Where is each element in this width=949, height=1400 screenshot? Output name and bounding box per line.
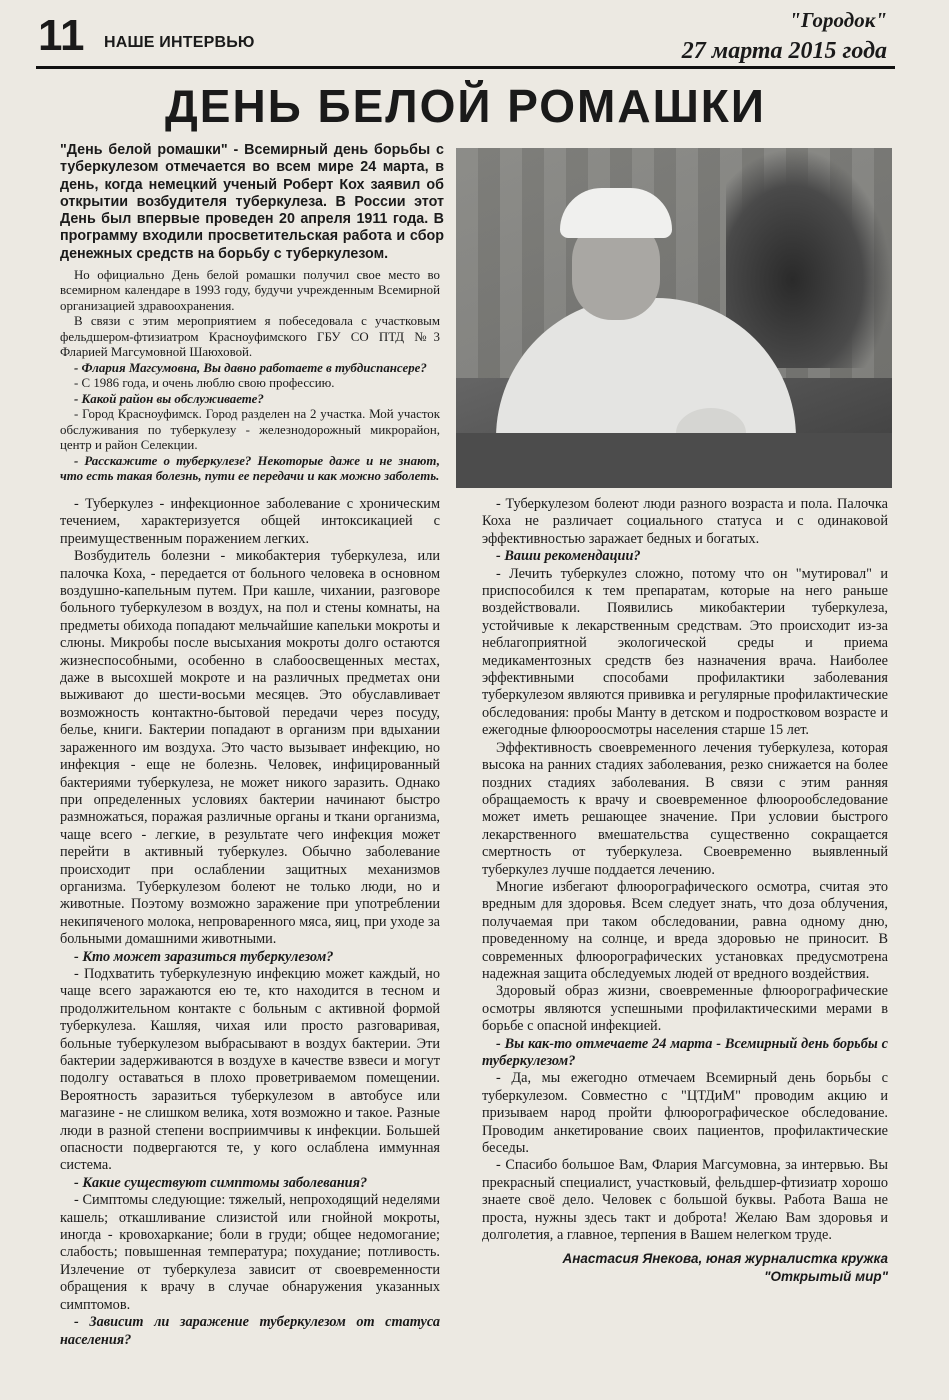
newspaper-name: "Городок" — [789, 8, 887, 32]
article-paragraph: Но официально День белой ромашки получил свое место во всемирном календаре в 1993 году, будучи учрежденным Всемирной организацией здравоохранения. — [60, 268, 440, 313]
issue-date: 27 марта 2015 года — [681, 38, 887, 64]
interview-question: - Расскажите о туберкулезе? Некоторые даже и не знают, что есть такая болезнь, пути ее передачи и как можно заболеть. — [60, 453, 440, 484]
interview-question: - Зависит ли заражение туберкулезом от статуса населения? — [60, 1314, 440, 1348]
right-column — [482, 496, 888, 1285]
article-paragraph: Возбудитель болезни - микобактерия туберкулеза, или палочка Коха, - передается от больного человека в основном воздушно-капельным путем. При кашле, чихании, разговоре больного туберкулезом в воздух, на пол и стены комнаты, на предметы обихода попадают мельчайшие капельки мокроты и слюны. Микробы после высыхания мокроты долго остаются жизнеспособными, особенно в слабоосвещенных местах, даже в высохшей мокроте и на различных предметах они выживают до шести-восьми месяцев. Это обуславливает возможность контактно-бытовой передачи через посуду, белье, книги. Бактерии попадают в организм при вдыхании зараженного им воздуха. Это часто вызывает инфекцию, но инфекция - еще не болезнь. Человек, инфицированный бактериями туберкулеза, не может никого заразить. Однако при определенных условиях бактерии начинают быстро размножаться, поражая различные органы и ткани организма, чаще всего - легкие, в результате чего инфекция может перейти в активный туберкулез. Обычно заболевание происходит при ослаблении защитных механизмов организма. Туберкулезом болеют не только люди, но и животные. Поэтому возможно заражение при употреблении некипяченого молока, непроваренного мяса, яиц, при уходе за больными домашними животными. — [60, 548, 440, 948]
article-paragraph: Эффективность своевременного лечения туберкулеза, которая высока на ранних стадиях заболевания, резко снижается на более поздних стадиях заболевания. В связи с этим ранняя обращаемость к врачу и своевременное флюорообследование может иметь решающее значение. При условии быстрого лекарственного вмешательства существенно сокращается смертность от туберкулеза. Своевременно выявленный туберкулез лучше поддается лечению. — [482, 739, 888, 878]
article-paragraph: - Да, мы ежегодно отмечаем Всемирный день борьбы с туберкулезом. Совместно с "ЦТДиМ" проводим акцию и призываем народ пройти флюорографическое обследование. Проводим анкетирование своих пациентов, профилактические беседы. — [482, 1070, 888, 1157]
article-paragraph: - Туберкулезом болеют люди разного возраста и пола. Палочка Коха не различает социального статуса и с одинаковой эффективностью заражает бедных и богатых. — [482, 496, 888, 547]
interview-question: - Какой район вы обслуживаете? — [74, 391, 264, 406]
interview-question: - Какие существуют симптомы заболевания? — [74, 1174, 368, 1191]
article-headline: ДЕНЬ БЕЛОЙ РОМАШКИ — [165, 80, 766, 132]
photo-medical-cap — [560, 188, 672, 238]
article-paragraph: - Лечить туберкулез сложно, потому что он "мутировал" и приспособился к тем препаратам, которые на него раньше воздействовали. Появились микобактерии туберкулеза, устойчивые к лекарственным средствам. Это происходит из-за неблагоприятной экологической среды и приема медикаментозных средств без назначения врача. Наиболее эффективными способами профилактики заболевания туберкулезом являются прививка и регулярные профилактические обследования: пробы Манту в детском и подростковом возрасте и ежегодные флюороосмотры населения старше 15 лет. — [482, 565, 888, 739]
article-paragraph: - С 1986 года, и очень люблю свою профессию. — [74, 376, 335, 391]
article-paragraph: - Подхватить туберкулезную инфекцию может каждый, но чаще всего заражаются ею те, кто находится в тесном и продолжительном контакте с больным с активной формой туберкулеза. Кашляя, чихая или просто разговаривая, больные туберкулезом выбрасывают в воздух бактерии. Эти бактерии задерживаются в воздухе в качестве взвеси и могут подолгу оставаться в плохо проветриваемом помещении. Вероятность заразиться туберкулезом в автобусе или магазине - не слишком велика, хотя возможно и такое. Разные люди в разной степени восприимчивы к инфекции. Большей опасности подвергаются те, у кого ослаблена иммунная система. — [60, 965, 440, 1174]
author-signature: "Открытый мир" — [764, 1268, 888, 1284]
author-signature: Анастасия Янекова, юная журналистка кружка — [562, 1251, 888, 1267]
left-column-bottom — [60, 496, 440, 1349]
article-lead: "День белой ромашки" - Всемирный день борьбы с туберкулезом отмечается во всем мире 24 марта, в день, когда немецкий ученый Роберт Кох заявил об открытии возбудителя туберкулеза. В России этот День был впервые проведен 20 апреля 1911 года. В программу входили просветительская работа и сбор денежных средств на борьбу с туберкулезом. — [60, 142, 444, 262]
article-paragraph: - Симптомы следующие: тяжелый, непроходящий неделями кашель; откашливание слизистой или гнойной мокроты, иногда - кровохаркание; боли в груди; общее недомогание; слабость; повышенная температура; похудание; потливость. Излечение от туберкулеза зависит от своевременности обращения к врачу в случае обнаружения указанных симптомов. — [60, 1192, 440, 1313]
page-number: 11 — [38, 11, 85, 60]
interview-question: - Вы как-то отмечаете 24 марта - Всемирный день борьбы с туберкулезом? — [482, 1035, 888, 1069]
article-paragraph: - Туберкулез - инфекционное заболевание с хроническим течением, характеризуется общей интоксикацией с преимущественным поражением легких. — [60, 496, 440, 547]
left-column-top — [60, 268, 440, 485]
header-divider — [36, 66, 895, 69]
article-paragraph: Здоровый образ жизни, своевременные флюорографические осмотры являются успешными профилактическими мерами в борьбе с опасной инфекцией. — [482, 983, 888, 1035]
section-title: НАШЕ ИНТЕРВЬЮ — [104, 34, 255, 51]
photo-desk — [456, 433, 892, 488]
article-paragraph: - Спасибо большое Вам, Флария Магсумовна, за интервью. Вы прекрасный специалист, участковый, фельдшер-фтизиатр хорошо знаете своё дело. Человек с большой буквы. Работа Ваша не проста, нужны здесь такт и доброта! Желаю Вам здоровья и долголетия, а главное, терпения в Вашем нелегком труде. — [482, 1157, 888, 1244]
article-paragraph: - Город Красноуфимск. Город разделен на 2 участка. Мой участок обслуживания по туберкулезу - железнодорожный микрорайон, центр и район Селекции. — [60, 407, 440, 453]
article-paragraph: В связи с этим мероприятием я побеседовала с участковым фельдшером-фтизиатром Красноуфимского ГБУ СО ПТД №3 Фларией Магсумовной Шаюховой. — [60, 314, 440, 360]
interview-question: - Кто может заразиться туберкулезом? — [74, 948, 334, 965]
interview-question: - Ваши рекомендации? — [496, 548, 641, 565]
interview-question: - Флария Магсумовна, Вы давно работаете в тубдиспансере? — [74, 360, 427, 375]
article-photo — [456, 148, 892, 488]
article-paragraph: Многие избегают флюорографического осмотра, считая это вредным для здоровья. Всем следует знать, что доза облучения, получаемая при таком обследовании, равна одному дню, проведенному на солнце, и вреда здоровью не приносит. В современных флюорографических установках предусмотрена надежная защита обследуемых людей от вредного воздействия. — [482, 878, 888, 982]
